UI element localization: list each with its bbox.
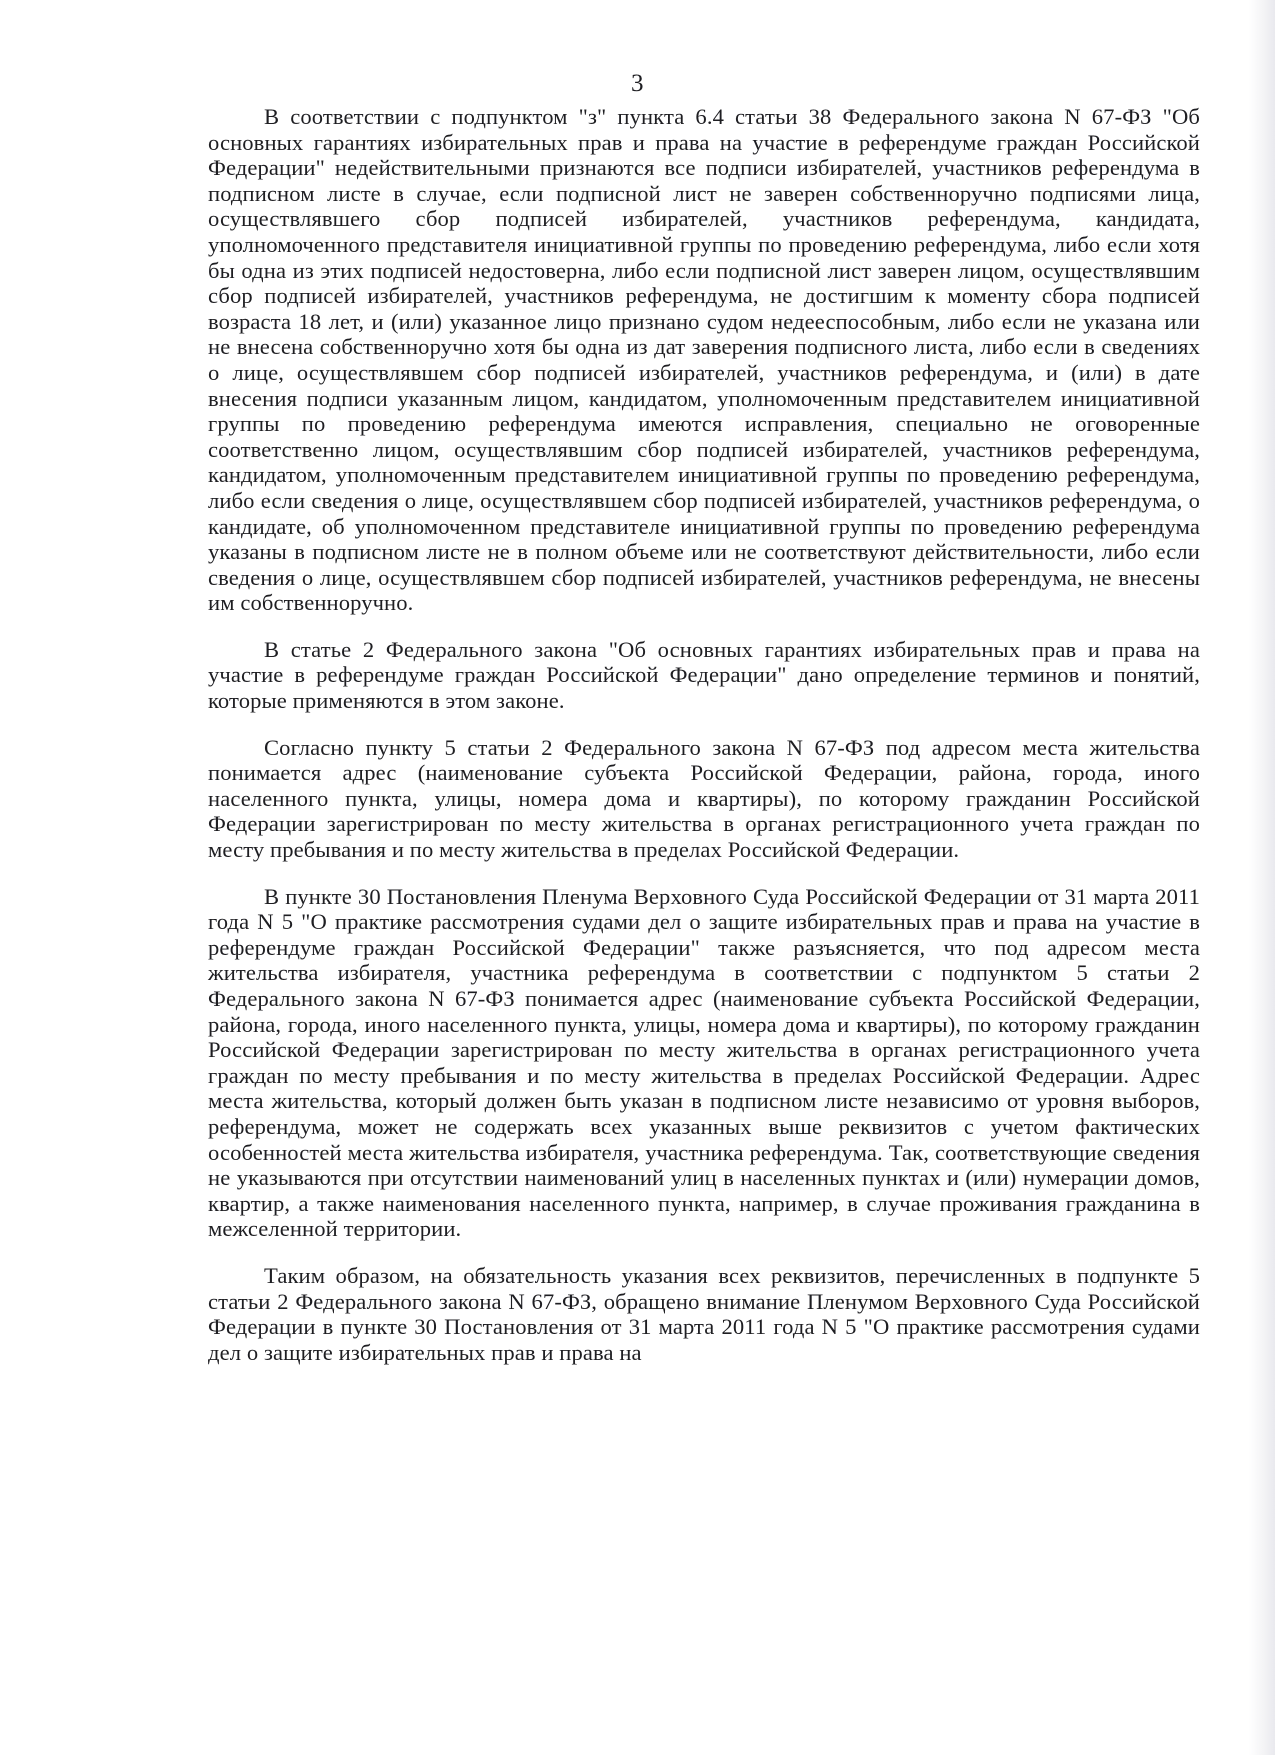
document-body bbox=[208, 104, 1200, 1365]
paragraph-signature-invalidity: В соответствии с подпунктом "з" пункта 6.4 статьи 38 Федерального закона N 67-ФЗ "Об основных гарантиях избирательных прав и права на участие в референдуме граждан Российской Федерации" недействительными признаются все подписи избирателей, участников референдума в подписном листе в случае, если подписной лист не заверен собственноручно подписями лица, осуществлявшего сбор подписей избирателей, участников референдума, кандидата, уполномоченного представителя инициативной группы по проведению референдума, либо если хотя бы одна из этих подписей недостоверна, либо если подписной лист заверен лицом, осуществлявшим сбор подписей избирателей, участников референдума, не достигшим к моменту сбора подписей возраста 18 лет, и (или) указанное лицо признано судом недееспособным, либо если не указана или не внесена собственноручно хотя бы одна из дат заверения подписного листа, либо если в сведениях о лице, осуществлявшем сбор подписей избирателей, участников референдума, и (или) в дате внесения подписи указанным лицом, кандидатом, уполномоченным представителем инициативной группы по проведению референдума имеются исправления, специально не оговоренные соответственно лицом, осуществлявшим сбор подписей избирателей, участников референдума, кандидатом, уполномоченным представителем инициативной группы по проведению референдума, либо если сведения о лице, осуществлявшем сбор подписей избирателей, участников референдума, о кандидате, об уполномоченном представителе инициативной группы по проведению референдума указаны в подписном листе не в полном объеме или не соответствуют действительности, либо если сведения о лице, осуществлявшем сбор подписей избирателей, участников референдума, не внесены им собственноручно. bbox=[208, 104, 1200, 616]
paragraph-conclusion: Таким образом, на обязательность указания всех реквизитов, перечисленных в подпункте 5 статьи 2 Федерального закона N 67-ФЗ, обращено внимание Пленумом Верховного Суда Российской Федерации в пункте 30 Постановления от 31 марта 2011 года N 5 "О практике рассмотрения судами дел о защите избирательных прав и права на bbox=[208, 1262, 1200, 1365]
scan-edge-shadow bbox=[1249, 0, 1275, 1755]
paragraph-residence-address-definition: Согласно пункту 5 статьи 2 Федерального закона N 67-ФЗ под адресом места жительства понимается адрес (наименование субъекта Российской Федерации, района, города, иного населенного пункта, улицы, номера дома и квартиры), по которому гражданин Российской Федерации зарегистрирован по месту жительства в органах регистрационного учета граждан по месту пребывания и по месту жительства в пределах Российской Федерации. bbox=[208, 734, 1200, 863]
page-number: 3 bbox=[631, 70, 644, 97]
paragraph-plenum-clarification: В пункте 30 Постановления Пленума Верховного Суда Российской Федерации от 31 марта 2011 года N 5 "О практике рассмотрения судами дел о защите избирательных прав и права на участие в референдуме граждан Российской Федерации" также разъясняется, что под адресом места жительства избирателя, участника референдума в соответствии с подпунктом 5 статьи 2 Федерального закона N 67-ФЗ понимается адрес (наименование субъекта Российской Федерации, района, города, иного населенного пункта, улицы, номера дома и квартиры), по которому гражданин Российской Федерации зарегистрирован по месту жительства в органах регистрационного учета граждан по месту пребывания и по месту жительства в пределах Российской Федерации. Адрес места жительства, который должен быть указан в подписном листе независимо от уровня выборов, референдума, может не содержать всех указанных выше реквизитов с учетом фактических особенностей места жительства избирателя, участника референдума. Так, соответствующие сведения не указываются при отсутствии наименований улиц в населенных пунктах и (или) нумерации домов, квартир, а также наименования населенного пункта, например, в случае проживания гражданина в межселенной территории. bbox=[208, 883, 1200, 1242]
paragraph-article-2-definitions: В статье 2 Федерального закона "Об основных гарантиях избирательных прав и права на участие в референдуме граждан Российской Федерации" дано определение терминов и понятий, которые применяются в этом законе. bbox=[208, 636, 1200, 714]
